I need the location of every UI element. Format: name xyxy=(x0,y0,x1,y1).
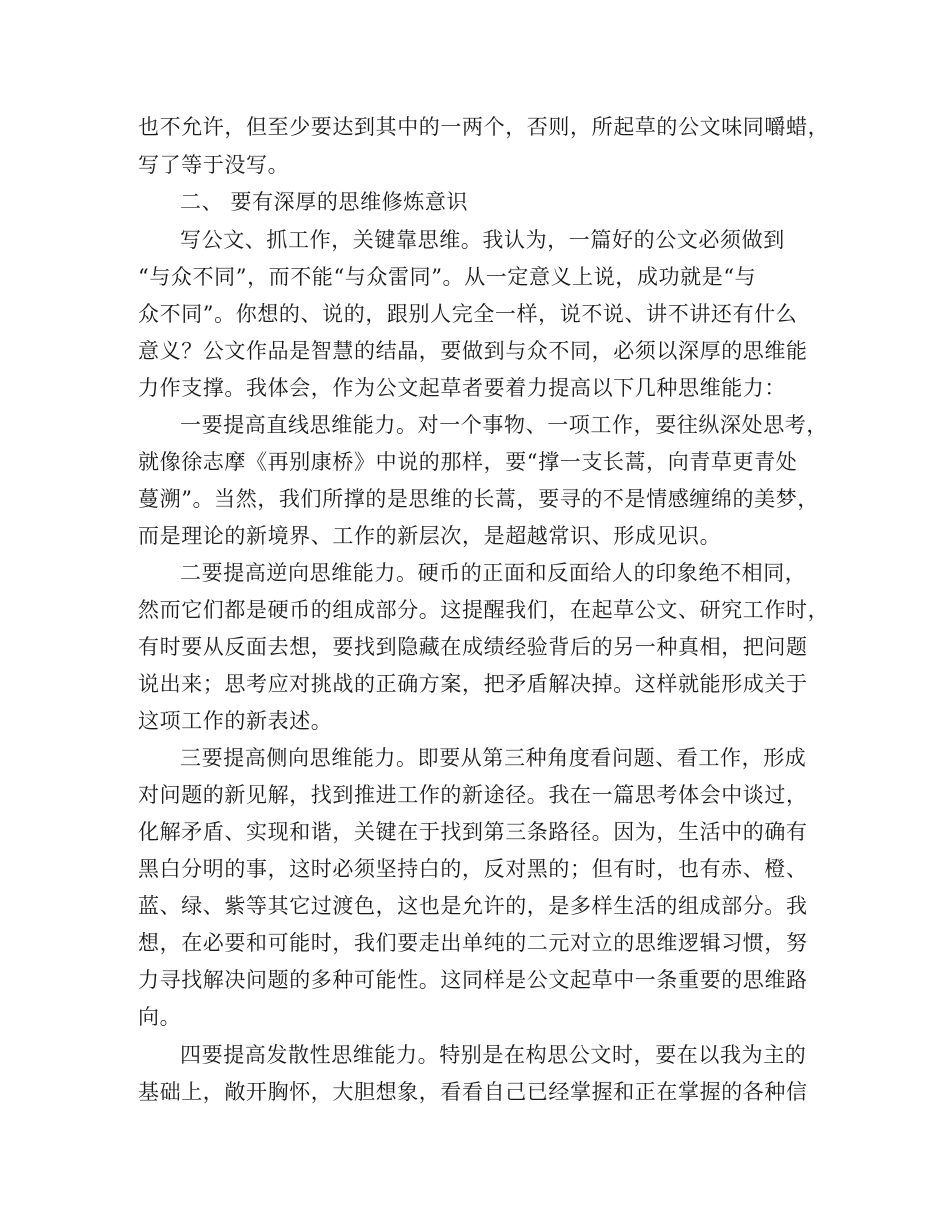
body-text-line: 这项工作的新表述。 xyxy=(138,709,333,733)
body-text-line: 一要提高直线思维能力。对一个事物、一项工作，要往纵深处思考， xyxy=(180,413,828,437)
body-text-line: 写公文、抓工作，关键靠思维。我认为，一篇好的公文必须做到 xyxy=(180,228,785,252)
body-text-line: 化解矛盾、实现和谐，关键在于找到第三条路径。因为，生活中的确有 xyxy=(138,820,808,844)
body-text-line: 向。 xyxy=(138,1005,182,1029)
body-text-line: 蓝、绿、紫等其它过渡色，这也是允许的，是多样生活的组成部分。我 xyxy=(138,894,808,918)
body-text-line: 而是理论的新境界、工作的新层次，是超越常识、形成见识。 xyxy=(138,524,722,548)
body-text-line: 力寻找解决问题的多种可能性。这同样是公文起草中一条重要的思维路 xyxy=(138,968,808,992)
body-text-line: 也不允许，但至少要达到其中的一两个，否则，所起草的公文味同嚼蜡， xyxy=(138,115,830,139)
body-text-line: 就像徐志摩《再别康桥》中说的那样，要“撑一支长蒿，向青草更青处 xyxy=(138,450,798,474)
body-text-line: “与众不同”，而不能“与众雷同”。从一定意义上说，成功就是“与 xyxy=(138,265,757,289)
section-heading: 二、 要有深厚的思维修炼意识 xyxy=(180,190,469,214)
body-text-line: 蔓溯”。当然，我们所撑的是思维的长蒿，要寻的不是情感缠绵的美梦， xyxy=(138,487,819,511)
body-text-line: 四要提高发散性思维能力。特别是在构思公文时，要在以我为主的 xyxy=(180,1043,807,1067)
body-text-line: 然而它们都是硬币的组成部分。这提醒我们，在起草公文、研究工作时， xyxy=(138,598,830,622)
body-text-line: 基础上，敞开胸怀，大胆想象，看看自己已经掌握和正在掌握的各种信 xyxy=(138,1080,808,1104)
body-text-line: 力作支撑。我体会，作为公文起草者要着力提高以下几种思维能力： xyxy=(138,376,786,400)
body-text-line: 对问题的新见解，找到推进工作的新途径。我在一篇思考体会中谈过， xyxy=(138,783,808,807)
body-text-line: 想，在必要和可能时，我们要走出单纯的二元对立的思维逻辑习惯，努 xyxy=(138,931,808,955)
body-text-line: 三要提高侧向思维能力。即要从第三种角度看问题、看工作，形成 xyxy=(180,746,807,770)
body-text-line: 黑白分明的事，这时必须坚持白的，反对黑的；但有时，也有赤、橙、 xyxy=(138,857,808,881)
body-text-line: 众不同”。你想的、说的，跟别人完全一样，说不说、讲不讲还有什么 xyxy=(138,302,798,326)
body-text-line: 说出来；思考应对挑战的正确方案，把矛盾解决掉。这样就能形成关于 xyxy=(138,672,808,696)
body-text-line: 有时要从反面去想，要找到隐藏在成绩经验背后的另一种真相，把问题 xyxy=(138,635,808,659)
body-text-line: 意义？公文作品是智慧的结晶，要做到与众不同，必须以深厚的思维能 xyxy=(138,339,808,363)
body-text-line: 写了等于没写。 xyxy=(138,153,290,177)
body-text-line: 二要提高逆向思维能力。硬币的正面和反面给人的印象绝不相同， xyxy=(180,561,807,585)
